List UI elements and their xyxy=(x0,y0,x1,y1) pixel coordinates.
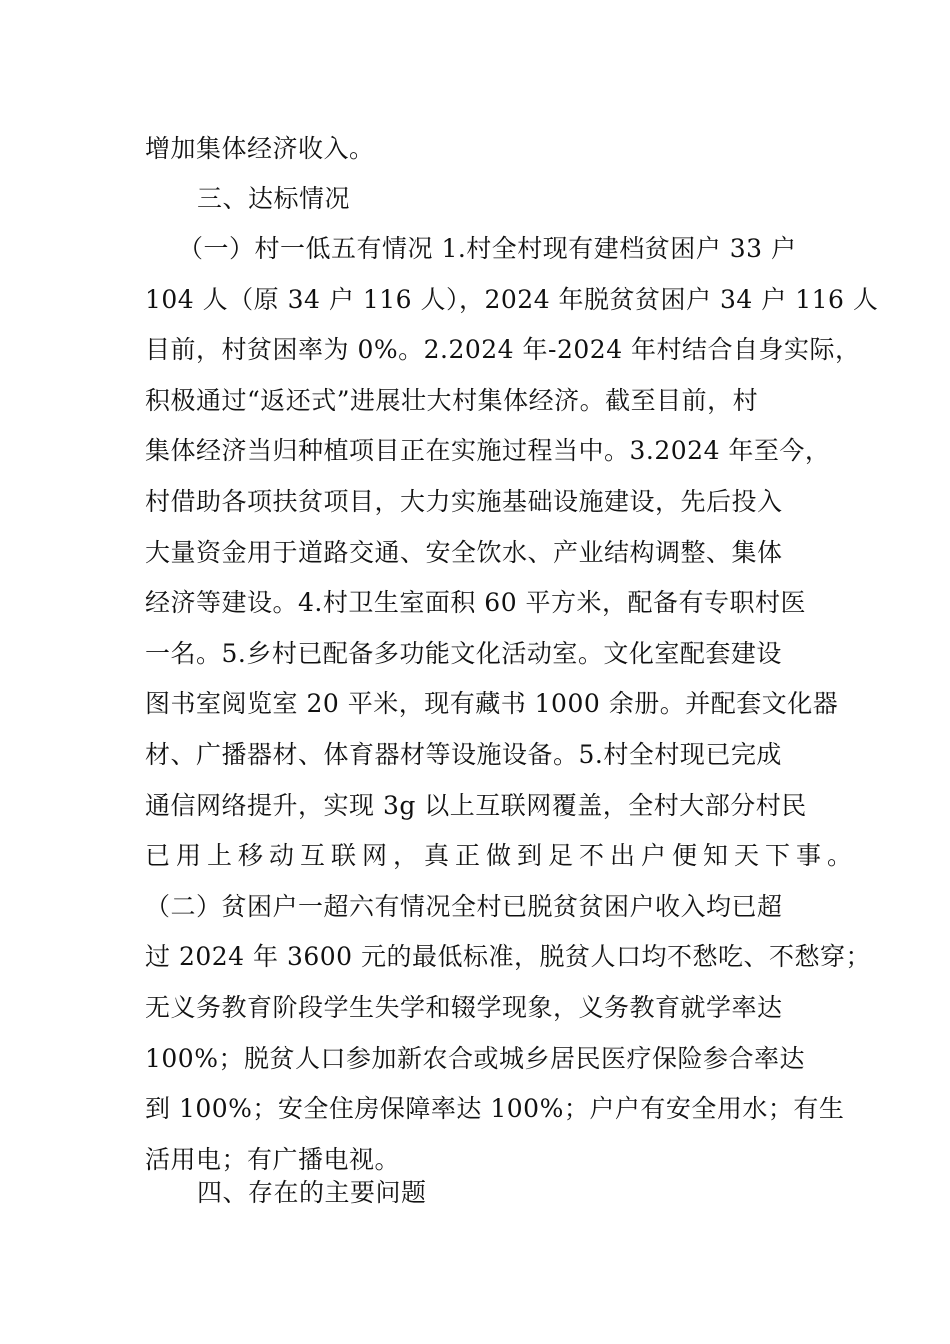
body-text-top xyxy=(145,124,835,175)
paragraph-line: 材、广播器材、体育器材等设施设备。5.村全村现已完成 xyxy=(145,739,782,769)
paragraph-line: 经济等建设。4.村卫生室面积 60 平方米，配备有专职村医 xyxy=(145,588,807,618)
paragraph-line: 无义务教育阶段学生失学和辍学现象，义务教育就学率达 xyxy=(145,992,783,1022)
paragraph-line: 104 人（原 34 户 116 人），2024 年脱贫贫困户 34 户 116 人 xyxy=(145,284,879,314)
paragraph-line: （二）贫困户一超六有情况全村已脱贫贫困户收入均已超 xyxy=(145,891,783,921)
paragraph-line: 图书室阅览室 20 平米，现有藏书 1000 余册。并配套文化器 xyxy=(145,689,839,719)
paragraph-line: 村借助各项扶贫项目，大力实施基础设施建设，先后投入 xyxy=(145,486,783,516)
section-heading-4 xyxy=(145,1168,835,1219)
paragraph-line: 大量资金用于道路交通、安全饮水、产业结构调整、集体 xyxy=(145,537,783,567)
paragraph-line: 积极通过“返还式”进展壮大村集体经济。截至目前，村 xyxy=(145,385,759,415)
section-heading-3 xyxy=(145,174,835,225)
paragraph-line: 已用上移动互联网，真正做到足不出户便知天下事。 xyxy=(145,841,859,871)
paragraph-line: 集体经济当归种植项目正在实施过程当中。3.2024 年至今， xyxy=(145,436,831,466)
paragraph-line: 目前，村贫困率为 0%。2.2024 年-2024 年村结合自身实际， xyxy=(145,335,861,365)
section-3-paragraph xyxy=(145,224,879,1185)
section-heading: 三、达标情况 xyxy=(197,184,351,213)
paragraph-line: 过 2024 年 3600 元的最低标准，脱贫人口均不愁吃、不愁穿； xyxy=(145,942,872,972)
paragraph-line: 一名。5.乡村已配备多功能文化活动室。文化室配套建设 xyxy=(145,638,782,668)
paragraph-line: 通信网络提升，实现 3g 以上互联网覆盖，全村大部分村民 xyxy=(145,790,807,820)
paragraph-line: 增加集体经济收入。 xyxy=(145,134,375,163)
paragraph-line: 活用电；有广播电视。 xyxy=(145,1144,401,1174)
paragraph-line: （一）村一低五有情况 1.村全村现有建档贫困户 33 户 xyxy=(178,234,797,263)
paragraph-line: 100%；脱贫人口参加新农合或城乡居民医疗保险参合率达 xyxy=(145,1043,805,1073)
paragraph-line: 到 100%；安全住房保障率达 100%；户户有安全用水；有生 xyxy=(145,1094,845,1124)
section-heading: 四、存在的主要问题 xyxy=(197,1178,427,1207)
